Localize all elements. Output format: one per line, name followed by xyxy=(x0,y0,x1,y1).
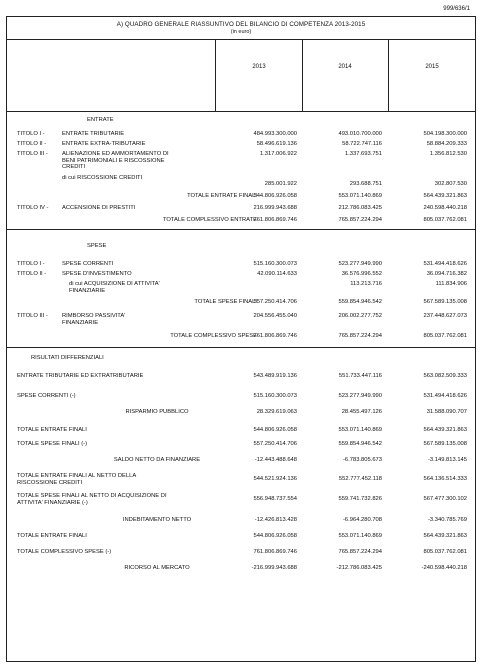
row-code: TITOLO III - xyxy=(17,313,48,319)
value-2015: 563.082.509.333 xyxy=(423,373,467,379)
value-2015: 531.494.418.626 xyxy=(423,261,467,267)
value-2014: 58.722.747.116 xyxy=(342,141,382,147)
value-2015: 1.356.812.530 xyxy=(429,151,467,157)
value-2015: 805.037.762.081 xyxy=(423,549,467,555)
value-2013: 515.160.300.073 xyxy=(253,261,297,267)
spese-heading: SPESE xyxy=(87,243,107,249)
value-2015: 531.494.418.626 xyxy=(423,393,467,399)
value-2013: 557.250.414.706 xyxy=(253,299,297,305)
row-label: ENTRATE TRIBUTARIE ED EXTRATRIBUTARIE xyxy=(17,373,144,379)
value-2013: 556.948.737.554 xyxy=(253,496,297,502)
section-divider xyxy=(7,229,475,230)
row-label: TOTALE ENTRATE FINALI xyxy=(17,533,87,539)
value-2015: 240.598.440.218 xyxy=(423,205,467,211)
value-2015: 36.094.716.382 xyxy=(426,271,467,277)
value-2014: 28.455.497.126 xyxy=(341,409,382,415)
value-2013: -12.443.488.648 xyxy=(254,457,297,463)
row-label: SPESE CORRENTI (-) xyxy=(17,393,76,399)
table-subtitle: (in euro) xyxy=(230,29,252,35)
value-2013: 1.317.006.922 xyxy=(259,151,297,157)
section-divider xyxy=(7,347,475,348)
value-2013: 484.993.300.000 xyxy=(253,131,297,137)
value-2013: -12.426.813.428 xyxy=(254,517,297,523)
value-2013: 544.806.926.058 xyxy=(253,533,297,539)
value-2014: 765.857.224.294 xyxy=(338,333,382,339)
row-label: ENTRATE TRIBUTARIE xyxy=(62,131,125,137)
row-label: TOTALE SPESE FINALI AL NETTO DI ACQUISIZIONE DI ATTIVITA' FINANZIARIE (-) xyxy=(17,493,167,506)
value-2014: 493.010.700.000 xyxy=(338,131,382,137)
value-2013: -216.999.943.688 xyxy=(251,565,297,571)
value-2013: 216.999.943.688 xyxy=(253,205,297,211)
value-2015: 111.834.906 xyxy=(435,281,467,287)
value-2014: 206.002.277.752 xyxy=(338,313,382,319)
row-code: TITOLO II - xyxy=(17,141,47,147)
value-2013: 544.806.926.058 xyxy=(253,193,297,199)
value-2014: 553.071.140.869 xyxy=(338,427,382,433)
value-2015: 805.037.762.081 xyxy=(423,217,467,223)
row-code: TITOLO II - xyxy=(17,271,47,277)
value-2015: 564.439.321.863 xyxy=(423,533,467,539)
row-label: SALDO NETTO DA FINANZIARE xyxy=(113,457,201,463)
year-2014-header: 2014 xyxy=(338,64,352,70)
value-2013: 42.090.114.633 xyxy=(257,271,297,277)
row-label: di cui RISCOSSIONE CREDITI xyxy=(62,175,143,181)
value-2013: 557.250.414.706 xyxy=(253,441,297,447)
header-rule-bottom xyxy=(7,111,475,112)
row-label: RICORSO AL MERCATO xyxy=(124,565,190,571)
value-2014: 553.071.140.869 xyxy=(338,193,382,199)
value-2013: 28.329.619.063 xyxy=(256,409,297,415)
value-2015: -3.149.813.145 xyxy=(427,457,467,463)
value-2013: 543.489.919.136 xyxy=(253,373,297,379)
table-title: A) QUADRO GENERALE RIASSUNTIVO DEL BILANCIO DI COMPETENZA 2013-2015 xyxy=(116,21,366,28)
value-2014: 765.857.224.294 xyxy=(338,217,382,223)
value-2014: 1.337.693.751 xyxy=(344,151,382,157)
value-2014: 559.854.946.542 xyxy=(338,441,382,447)
row-label: RIMBORSO PASSIVITA' FINANZIARIE xyxy=(62,313,126,326)
value-2015: 567.589.135.008 xyxy=(423,441,467,447)
row-label: TOTALE SPESE FINALI xyxy=(194,299,257,305)
value-2015: -3.340.785.769 xyxy=(427,517,467,523)
value-2015: 31.588.090.707 xyxy=(426,409,467,415)
value-2015: 805.037.762.081 xyxy=(423,333,467,339)
entrate-heading: ENTRATE xyxy=(87,117,114,123)
row-label: TOTALE COMPLESSIVO ENTRATE xyxy=(162,217,257,223)
value-2013: 761.806.869.746 xyxy=(253,217,297,223)
value-2015: -240.598.440.218 xyxy=(421,565,467,571)
value-2014: 559.854.946.542 xyxy=(338,299,382,305)
row-label: INDEBITAMENTO NETTO xyxy=(122,517,192,523)
row-label: RISPARMIO PUBBLICO xyxy=(125,409,189,415)
value-2015: 564.439.321.863 xyxy=(423,427,467,433)
value-2015: 237.448.627.073 xyxy=(423,313,467,319)
header-rule-top xyxy=(7,39,475,40)
page-reference: 999/636/1 xyxy=(443,6,470,12)
value-2014: 212.786.083.425 xyxy=(338,205,382,211)
value-2013: 544.521.924.136 xyxy=(253,476,297,482)
row-label: di cui ACQUISIZIONE DI ATTIVITA' FINANZIARIE xyxy=(69,281,160,294)
row-label: ALIENAZIONE ED AMMORTAMENTO DI BENI PATRIMONIALI E RISCOSSIONE CREDITI xyxy=(62,151,169,171)
value-2014: 553.071.140.869 xyxy=(338,533,382,539)
row-label: TOTALE SPESE FINALI (-) xyxy=(17,441,88,447)
value-2015: 302.807.530 xyxy=(434,181,467,187)
row-code: TITOLO I - xyxy=(17,131,45,137)
value-2014: -212.786.083.425 xyxy=(336,565,382,571)
value-2013: 204.556.455.040 xyxy=(253,313,297,319)
value-2014: 552.777.452.118 xyxy=(338,476,382,482)
value-2013: 285.001.922 xyxy=(264,181,297,187)
value-2014: -6.783.805.673 xyxy=(342,457,382,463)
value-2013: 544.806.926.058 xyxy=(253,427,297,433)
value-2014: 559.741.732.826 xyxy=(338,496,382,502)
value-2013: 761.806.869.746 xyxy=(253,549,297,555)
row-label: SPESE D'INVESTIMENTO xyxy=(62,271,132,277)
value-2013: 515.160.300.073 xyxy=(253,393,297,399)
value-2014: 765.857.224.294 xyxy=(338,549,382,555)
row-label: TOTALE ENTRATE FINALI AL NETTO DELLA RISCOSSIONE CREDITI xyxy=(17,473,136,486)
value-2014: -6.964.280.708 xyxy=(342,517,382,523)
value-2013: 761.806.869.746 xyxy=(253,333,297,339)
value-2015: 564.136.514.333 xyxy=(423,476,467,482)
row-code: TITOLO I - xyxy=(17,261,45,267)
value-2013: 58.496.619.136 xyxy=(256,141,297,147)
year-2013-header: 2013 xyxy=(252,64,266,70)
column-divider xyxy=(302,39,303,111)
row-label: ENTRATE EXTRA-TRIBUTARIE xyxy=(62,141,146,147)
value-2015: 504.198.300.000 xyxy=(423,131,467,137)
row-code: TITOLO IV - xyxy=(17,205,49,211)
value-2014: 523.277.949.990 xyxy=(338,393,382,399)
row-label: TOTALE COMPLESSIVO SPESE xyxy=(170,333,257,339)
value-2015: 567.589.135.008 xyxy=(423,299,467,305)
column-divider xyxy=(215,39,216,111)
value-2014: 293.688.751 xyxy=(349,181,382,187)
value-2014: 551.733.447.116 xyxy=(338,373,382,379)
budget-summary-table xyxy=(6,16,476,662)
row-label: TOTALE ENTRATE FINALI xyxy=(187,193,257,199)
value-2015: 567.477.300.102 xyxy=(423,496,467,502)
year-2015-header: 2015 xyxy=(425,64,439,70)
row-label: ACCENSIONE DI PRESTITI xyxy=(62,205,136,211)
risultati-heading: RISULTATI DIFFERENZIALI xyxy=(31,355,104,361)
value-2014: 36.576.996.552 xyxy=(341,271,382,277)
value-2014: 523.277.949.990 xyxy=(338,261,382,267)
row-label: SPESE CORRENTI xyxy=(62,261,114,267)
row-label: TOTALE ENTRATE FINALI xyxy=(17,427,87,433)
value-2015: 58.884.209.333 xyxy=(426,141,467,147)
value-2014: 113.213.716 xyxy=(350,281,382,287)
value-2015: 564.439.321.863 xyxy=(423,193,467,199)
column-divider xyxy=(388,39,389,111)
row-code: TITOLO III - xyxy=(17,151,48,157)
row-label: TOTALE COMPLESSIVO SPESE (-) xyxy=(17,549,112,555)
